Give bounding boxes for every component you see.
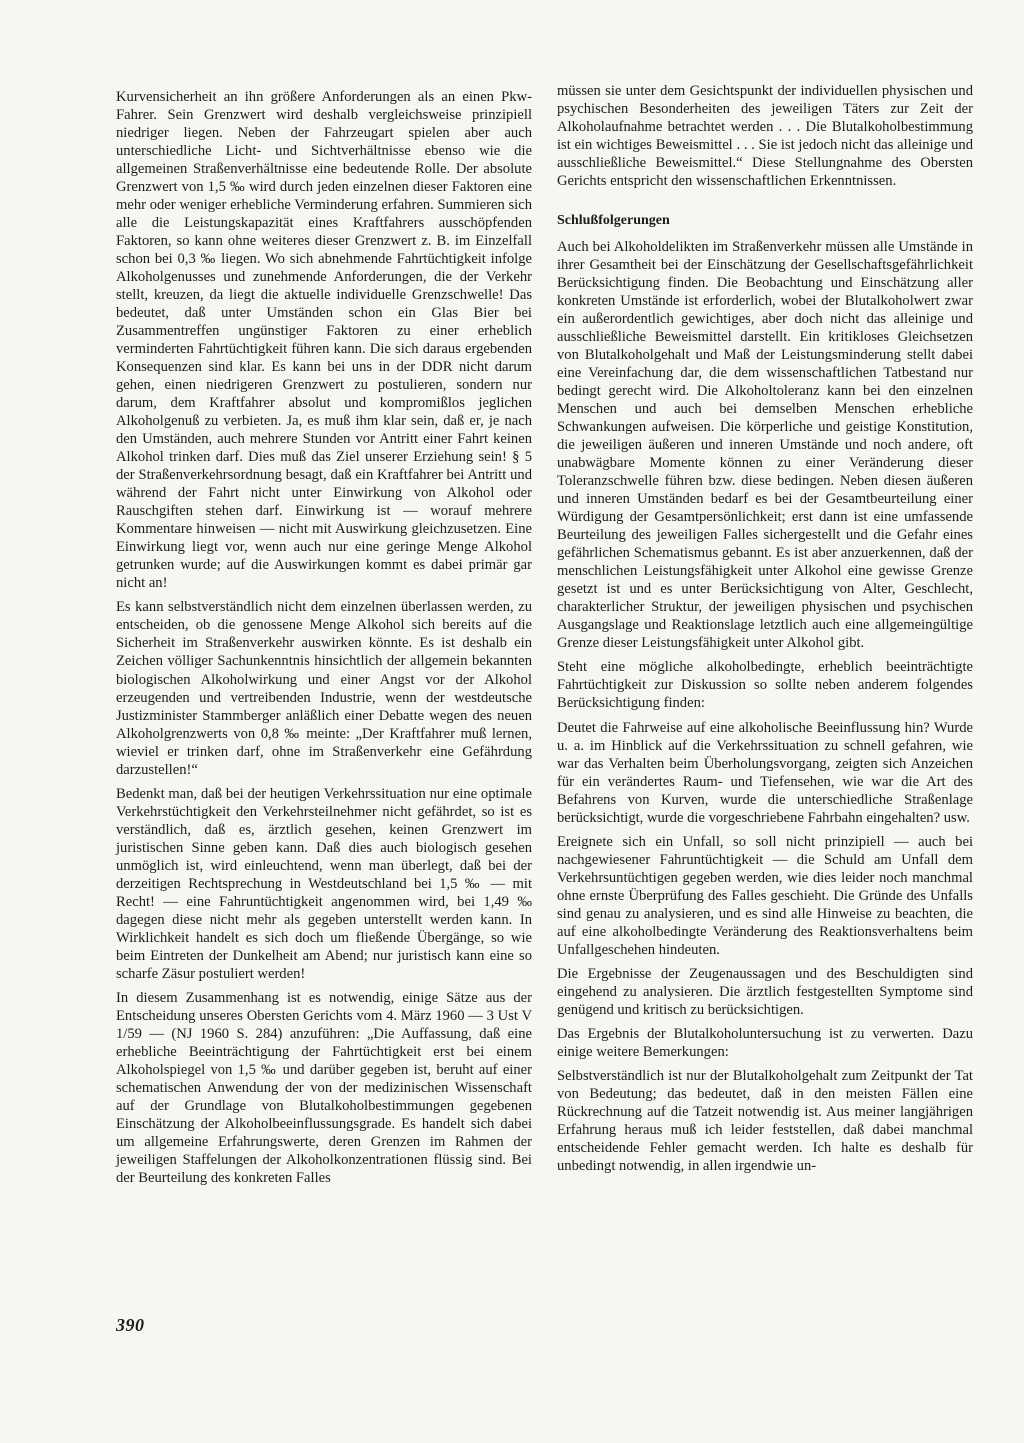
paragraph: Deutet die Fahrweise auf eine alkoholische Beeinflussung hin? Wurde u. a. im Hinblick auf die Verkehrssituation zu schnell gefahren, wie war das Verhalten beim Überholungsvorgang, zeigten sich Anzeichen für ein verändertes Raum- und Tiefensehen, wie war die Art des Befahrens von Kurven, wurde die unterschiedliche Straßenlage berücksichtigt, wurde die vorgeschriebene Fahrbahn eingehalten? usw.	[557, 719, 973, 826]
left-column	[116, 88, 532, 1193]
paragraph: Kurvensicherheit an ihn größere Anforderungen als an einen Pkw-Fahrer. Sein Grenzwert wird deshalb vergleichsweise prinzipiell niedriger liegen. Neben der Fahrzeugart spielen aber auch unterschiedliche Licht- und Sichtverhältnisse ebenso wie die allgemeinen Straßenverhältnisse eine bedeutende Rolle. Der absolute Grenzwert von 1,5 ‰ wird durch jeden einzelnen dieser Faktoren eine mehr oder weniger erhebliche Verminderung erfahren. Summieren sich alle die Leistungskapazität eines Kraftfahrers ausschöpfenden Faktoren, so kann ohne weiteres dieser Grenzwert z. B. im Einzelfall schon bei 0,3 ‰ liegen. Wo sich abnehmende Fahrtüchtigkeit infolge Alkoholgenusses und zunehmende Anforderungen, die der Verkehr stellt, kreuzen, da liegt die aktuelle individuelle Grenzschwelle! Das bedeutet, daß unter Umständen schon ein Glas Bier bei Zusammentreffen ungünstiger Faktoren zu einer erheblich verminderten Fahrtüchtigkeit führen kann. Die sich daraus ergebenden Konsequenzen sind klar. Es kann bei uns in der DDR nicht darum gehen, einen niedrigeren Grenzwert zu postulieren, sondern nur darum, dem Kraftfahrer absolut und kompromißlos jeglichen Alkoholgenuß zu verbieten. Ja, es muß ihm klar sein, daß er, je nach den Umständen, auch mehrere Stunden vor Antritt einer Fahrt keinen Alkohol trinken darf. Dies muß das Ziel unserer Erziehung sein! § 5 der Straßenverkehrsordnung besagt, daß ein Kraftfahrer bei Antritt und während der Fahrt nicht unter Einwirkung von Alkohol oder Rauschgiften stehen darf. Einwirkung ist — worauf mehrere Kommentare hinweisen — nicht mit Auswirkung gleichzusetzen. Eine Einwirkung liegt vor, wenn auch nur eine geringe Menge Alkohol getrunken wurde; auf die Auswirkungen kommt es dabei primär gar nicht an!	[116, 89, 532, 592]
paragraph: Ereignete sich ein Unfall, so soll nicht prinzipiell — auch bei nachgewiesener Fahruntüchtigkeit — die Schuld am Unfall dem Verkehrsuntüchtigen gegeben werden, wie dies leider noch manchmal ohne ernste Überprüfung des Falles geschieht. Die Gründe des Unfalls sind genau zu analysieren, und es sind alle Hinweise zu beachten, die auf eine alkoholbedingte Veränderung des Reaktionsverhaltens beim Unfallgeschehen hindeuten.	[557, 833, 973, 958]
paragraph: Auch bei Alkoholdelikten im Straßenverkehr müssen alle Umstände in ihrer Gesamtheit bei der Einschätzung der Gesellschaftsgefährlichkeit Berücksichtigung finden. Die Beobachtung und Einschätzung aller konkreten Umstände ist erforderlich, wobei der Blutalkoholwert zwar ein außerordentlich gewichtiges, aber doch nicht das alleinige und ausschließliche Beweismittel darstellt. Ein kritikloses Gleichsetzen von Blutalkoholgehalt und Maß der Leistungsminderung stellt dabei eine Vereinfachung dar, die dem wissenschaftlichen Tatbestand nur bedingt gerecht wird. Die Alkoholtoleranz kann bei den einzelnen Menschen und auch bei demselben Menschen erhebliche Schwankungen aufweisen. Die körperliche und geistige Konstitution, die jeweiligen äußeren und inneren Umstände und noch andere, oft unabwägbare Momente können zu einer Veränderung dieser Toleranzschwelle führen bzw. diese bedingen. Neben diesen äußeren und inneren Umständen bedarf es bei der Gesamtbeurteilung einer Würdigung der Gesamtpersönlichkeit; erst dann ist eine umfassende Beurteilung des jeweiligen Falles sichergestellt und die Gefahr eines gefährlichen Schematismus gebannt. Es ist aber anzuerkennen, daß der menschlichen Leistungsfähigkeit unter Alkohol eine gewisse Grenze gesetzt ist und es unter Berücksichtigung von Alter, Geschlecht, charakterlicher Struktur, der jeweiligen physischen und psychischen Ausgangslage und Reaktionslage letztlich auch eine allgemeingültige Grenze dieser Leistungsfähigkeit unter Alkohol gibt.	[557, 239, 973, 652]
paragraph-continuation: müssen sie unter dem Gesichtspunkt der individuellen physischen und psychischen Besonderheiten des jeweiligen Täters zur Zeit der Alkoholaufnahme betrachtet werden . . . Die Blutalkoholbestimmung ist ein wichtiges Beweismittel . . . Sie ist jedoch nicht das alleinige und ausschließliche Beweismittel.“ Diese Stellungnahme des Obersten Gerichts entspricht den wissenschaftlichen Erkenntnissen.	[557, 83, 973, 190]
paragraph: Das Ergebnis der Blutalkoholuntersuchung ist zu verwerten. Dazu einige weitere Bemerkungen:	[557, 1025, 973, 1060]
paragraph: Selbstverständlich ist nur der Blutalkoholgehalt zum Zeitpunkt der Tat von Bedeutung; das bedeutet, daß in den meisten Fällen eine Rückrechnung auf die Tatzeit notwendig ist. Aus meiner langjährigen Erfahrung heraus muß ich leider feststellen, daß dabei manchmal entscheidende Fehler gemacht werden. Ich halte es deshalb für unbedingt notwendig, in allen irgendwie un-	[557, 1067, 973, 1174]
page-number: 390	[116, 1315, 145, 1335]
paragraph: Es kann selbstverständlich nicht dem einzelnen überlassen werden, zu entscheiden, ob die genossene Menge Alkohol sich bereits auf die Sicherheit im Straßenverkehr auswirken könnte. Es ist deshalb ein Zeichen völliger Sachunkenntnis hinsichtlich der allgemein bekannten biologischen Alkoholwirkung und einer Angst vor der Alkohol erzeugenden und vertreibenden Industrie, wenn der westdeutsche Justizminister Stammberger anläßlich einer Debatte wegen des neuen Alkoholgrenzwerts von 0,8 ‰ meinte: „Der Kraftfahrer muß lernen, wieviel er trinken darf, ohne im Straßenverkehr eine Gefährdung darzustellen!“	[116, 599, 532, 778]
paragraph: Steht eine mögliche alkoholbedingte, erheblich beeinträchtigte Fahrtüchtigkeit zur Diskussion so sollte neben anderem folgendes Berücksichtigung finden:	[557, 659, 973, 712]
section-heading: Schlußfolgerungen	[557, 213, 670, 229]
paragraph: In diesem Zusammenhang ist es notwendig, einige Sätze aus der Entscheidung unseres Obersten Gerichts vom 4. März 1960 — 3 Ust V 1/59 — (NJ 1960 S. 284) anzuführen: „Die Auffassung, daß eine erhebliche Beeinträchtigung der Fahrtüchtigkeit erst bei einem Alkoholspiegel von 1,5 ‰ und darüber gegeben ist, beruht auf einer schematischen Anwendung der von der medizinischen Wissenschaft auf der Grundlage von Blutalkoholbestimmungen gegebenen Einschätzung der Alkoholbeeinflussungsgrade. Es handelt sich dabei um allgemeine Erfahrungswerte, deren Grenzen im Rahmen der jeweiligen Staffelungen der Alkoholkonzentrationen flüssig sind. Bei der Beurteilung des konkreten Falles	[116, 989, 532, 1186]
paragraph: Bedenkt man, daß bei der heutigen Verkehrssituation nur eine optimale Verkehrstüchtigkeit den Verkehrsteilnehmer nicht gefährdet, so ist es verständlich, daß es, ärztlich gesehen, keinen Grenzwert im juristischen Sinne geben kann. Daß dies auch biologisch gesehen unmöglich ist, wird einleuchtend, wenn man überlegt, daß bei der derzeitigen Rechtsprechung in Westdeutschland bei 1,5 ‰ — mit Recht! — eine Fahruntüchtigkeit angenommen wird, bei 1,49 ‰ dagegen diese nicht mehr als gegeben unterstellt werden kann. In Wirklichkeit handelt es sich doch um fließende Übergänge, so wie beim Eintreten der Dunkelheit am Abend; nur juristisch kann eine so scharfe Zäsur postuliert werden!	[116, 785, 532, 982]
paragraph: Die Ergebnisse der Zeugenaussagen und des Beschuldigten sind eingehend zu analysieren. Die ärztlich festgestellten Symptome sind genügend und kritisch zu berücksichtigen.	[557, 965, 973, 1018]
right-column	[557, 82, 973, 1181]
